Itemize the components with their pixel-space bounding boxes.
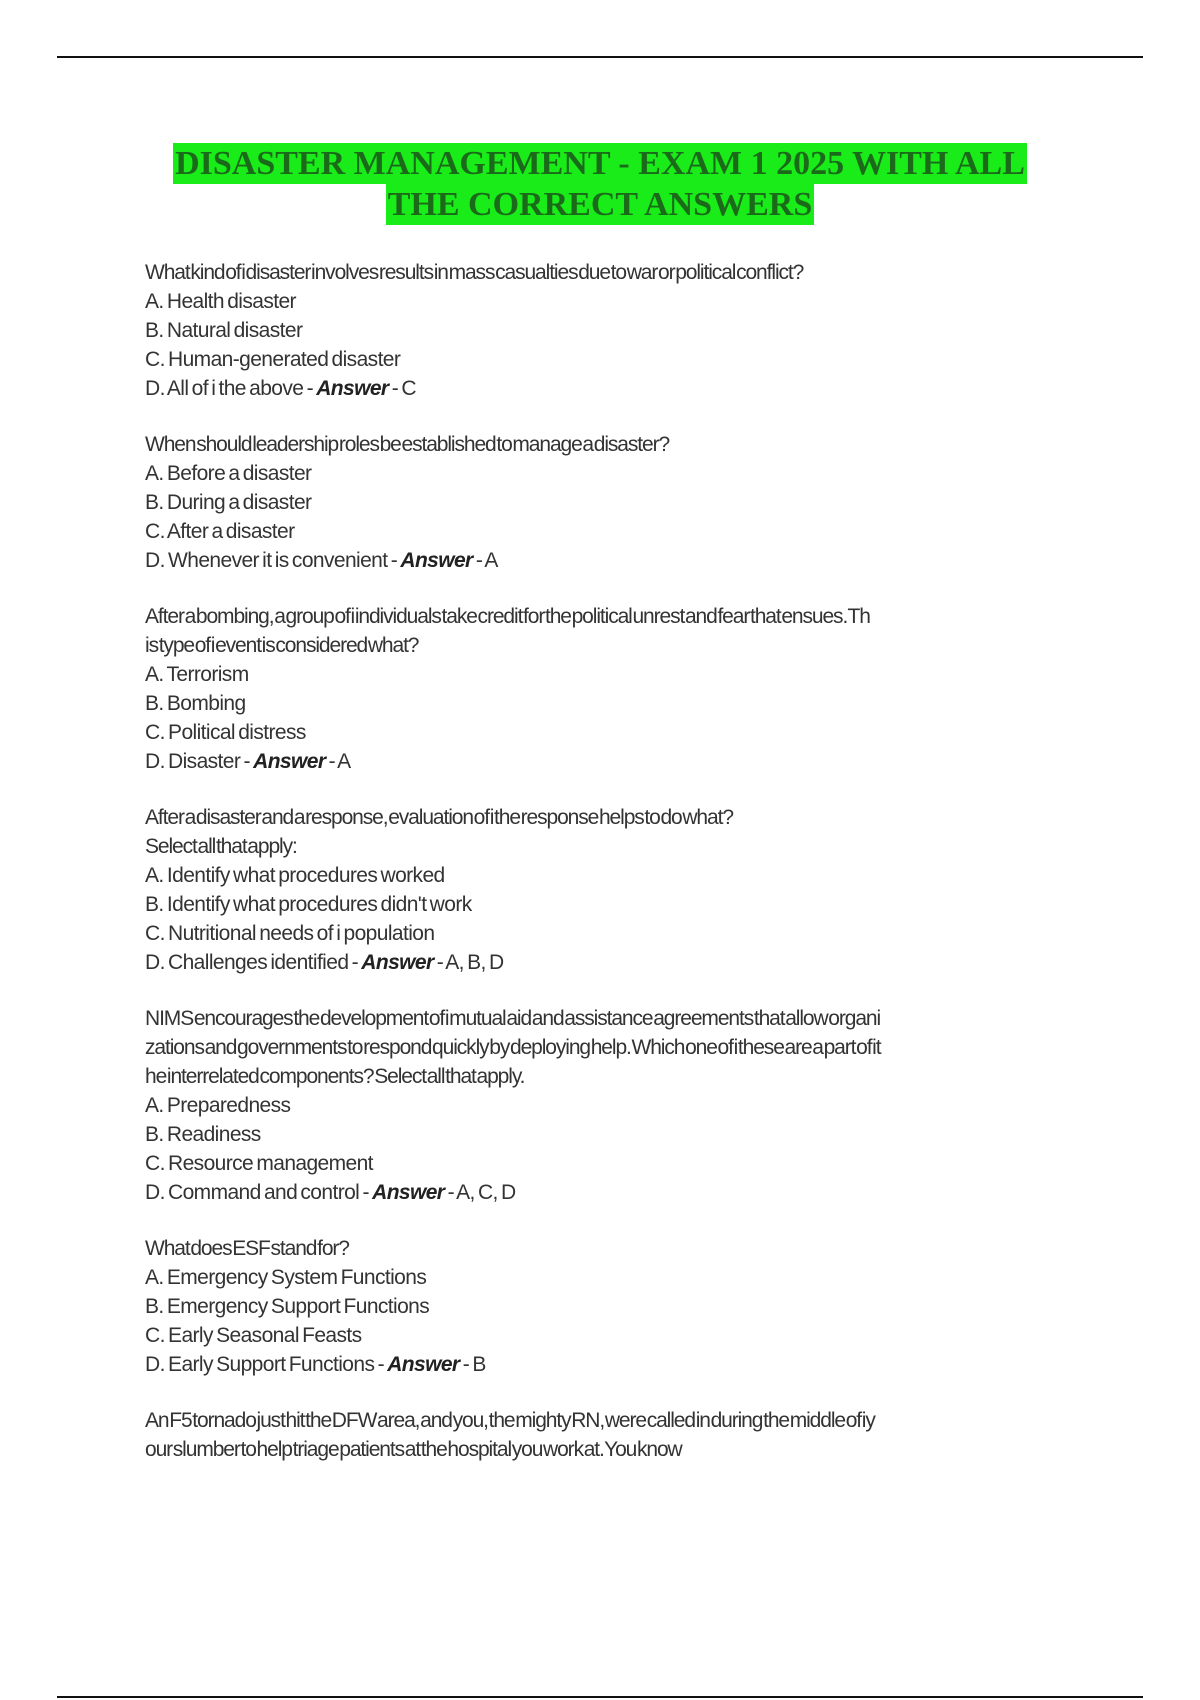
question-text-line: NIMS encourages the development of i mutual aid and assistance agreements that allow organi bbox=[145, 1007, 881, 1030]
question-block bbox=[145, 430, 1085, 575]
question-block bbox=[145, 1234, 1085, 1379]
question-block bbox=[145, 1406, 1085, 1464]
answer-option bbox=[145, 287, 1085, 316]
answer-option bbox=[145, 316, 1085, 345]
answer-label: Answer bbox=[387, 1353, 460, 1376]
question-stem bbox=[145, 803, 1085, 861]
question-block bbox=[145, 602, 1085, 776]
separator: - bbox=[374, 1353, 388, 1376]
answer-option bbox=[145, 517, 1085, 546]
option-text: C. Political distress bbox=[145, 721, 306, 744]
question-text-line: he interrelated components? Select all that apply. bbox=[145, 1065, 525, 1088]
option-text: C. Early Seasonal Feasts bbox=[145, 1324, 362, 1347]
answer-option bbox=[145, 1350, 1085, 1379]
answer-option bbox=[145, 747, 1085, 776]
option-text: A. Health disaster bbox=[145, 290, 296, 313]
question-block bbox=[145, 258, 1085, 403]
option-text: A. Identify what procedures worked bbox=[145, 864, 445, 887]
option-text: D. Disaster bbox=[145, 750, 241, 773]
option-text: D. Challenges identified bbox=[145, 951, 349, 974]
separator: - bbox=[388, 377, 402, 400]
question-text-line: our slumber to help triage patients at the hospital you work at. You know bbox=[145, 1438, 682, 1461]
option-text: B. During a disaster bbox=[145, 491, 312, 514]
answer-option bbox=[145, 459, 1085, 488]
question-stem bbox=[145, 258, 1085, 287]
option-text: C. Human-generated disaster bbox=[145, 348, 401, 371]
option-text: B. Natural disaster bbox=[145, 319, 303, 342]
separator: - bbox=[433, 951, 446, 974]
question-block bbox=[145, 803, 1085, 977]
answer-option bbox=[145, 1263, 1085, 1292]
question-text-line: is type of i event is considered what? bbox=[145, 634, 419, 657]
question-text-line: After a disaster and a response, evaluation of i the response helps to do what? bbox=[145, 806, 733, 829]
question-text-line: What kind of i disaster involves results in mass casualties due to war or political conflict? bbox=[145, 261, 804, 284]
answer-label: Answer bbox=[400, 549, 473, 572]
correct-answer: C bbox=[401, 377, 416, 400]
correct-answer: A, C, D bbox=[456, 1181, 516, 1204]
answer-option bbox=[145, 374, 1085, 403]
answer-option bbox=[145, 1292, 1085, 1321]
option-text: C. Resource management bbox=[145, 1152, 373, 1175]
question-stem bbox=[145, 430, 1085, 459]
answer-option bbox=[145, 948, 1085, 977]
option-text: C. After a disaster bbox=[145, 520, 295, 543]
option-text: B. Identify what procedures didn't work bbox=[145, 893, 472, 916]
answer-option bbox=[145, 546, 1085, 575]
option-text: A. Before a disaster bbox=[145, 462, 312, 485]
correct-answer: A, B, D bbox=[445, 951, 504, 974]
answer-label: Answer bbox=[253, 750, 326, 773]
answer-option bbox=[145, 718, 1085, 747]
option-text: C. Nutritional needs of i population bbox=[145, 922, 435, 945]
option-text: A. Preparedness bbox=[145, 1094, 291, 1117]
question-block bbox=[145, 1004, 1085, 1207]
correct-answer: B bbox=[472, 1353, 486, 1376]
separator: - bbox=[303, 377, 317, 400]
separator: - bbox=[325, 750, 338, 773]
option-text: B. Readiness bbox=[145, 1123, 261, 1146]
option-text: D. All of i the above bbox=[145, 377, 304, 400]
answer-option bbox=[145, 488, 1085, 517]
answer-option bbox=[145, 1120, 1085, 1149]
separator: - bbox=[387, 549, 401, 572]
question-stem bbox=[145, 1234, 1085, 1263]
answer-label: Answer bbox=[316, 377, 389, 400]
answer-option bbox=[145, 1091, 1085, 1120]
option-text: D. Early Support Functions bbox=[145, 1353, 375, 1376]
question-text-line: After a bombing, a group of i individuals take credit for the political unrest and fear that ensues. Th bbox=[145, 605, 870, 628]
answer-option bbox=[145, 1321, 1085, 1350]
separator: - bbox=[348, 951, 362, 974]
answer-label: Answer bbox=[361, 951, 434, 974]
separator: - bbox=[240, 750, 254, 773]
question-text-line: When should leadership roles be established to manage a disaster? bbox=[145, 433, 670, 456]
footer-rule bbox=[57, 1696, 1143, 1698]
question-stem bbox=[145, 602, 1085, 660]
question-stem bbox=[145, 1004, 1085, 1091]
answer-option bbox=[145, 919, 1085, 948]
separator: - bbox=[444, 1181, 457, 1204]
option-text: D. Whenever it is convenient bbox=[145, 549, 388, 572]
option-text: B. Bombing bbox=[145, 692, 246, 715]
separator: - bbox=[472, 549, 485, 572]
question-text-line: Select all that apply: bbox=[145, 835, 297, 858]
question-list bbox=[145, 258, 1085, 1491]
answer-label: Answer bbox=[372, 1181, 445, 1204]
option-text: B. Emergency Support Functions bbox=[145, 1295, 430, 1318]
separator: - bbox=[359, 1181, 373, 1204]
title-line-2: THE CORRECT ANSWERS bbox=[387, 186, 813, 223]
answer-option bbox=[145, 1149, 1085, 1178]
question-text-line: zations and governments to respond quickly by deploying help. Which one of i these are a part of it bbox=[145, 1036, 881, 1059]
correct-answer: A bbox=[337, 750, 351, 773]
answer-option bbox=[145, 861, 1085, 890]
answer-option bbox=[145, 689, 1085, 718]
correct-answer: A bbox=[484, 549, 498, 572]
option-text: D. Command and control bbox=[145, 1181, 360, 1204]
answer-option bbox=[145, 345, 1085, 374]
option-text: A. Terrorism bbox=[145, 663, 249, 686]
title-line-1: DISASTER MANAGEMENT - EXAM 1 2025 WITH ALL bbox=[175, 145, 1025, 182]
question-stem bbox=[145, 1406, 1085, 1464]
answer-option bbox=[145, 660, 1085, 689]
header-rule bbox=[57, 56, 1143, 58]
separator: - bbox=[459, 1353, 473, 1376]
option-text: A. Emergency System Functions bbox=[145, 1266, 427, 1289]
answer-option bbox=[145, 1178, 1085, 1207]
document-title bbox=[0, 143, 1200, 225]
answer-option bbox=[145, 890, 1085, 919]
question-text-line: An F5 tornado just hit the DFW area, and you, the mighty RN, were called in during the middle of iy bbox=[145, 1409, 875, 1432]
question-text-line: What does ESF stand for? bbox=[145, 1237, 349, 1260]
